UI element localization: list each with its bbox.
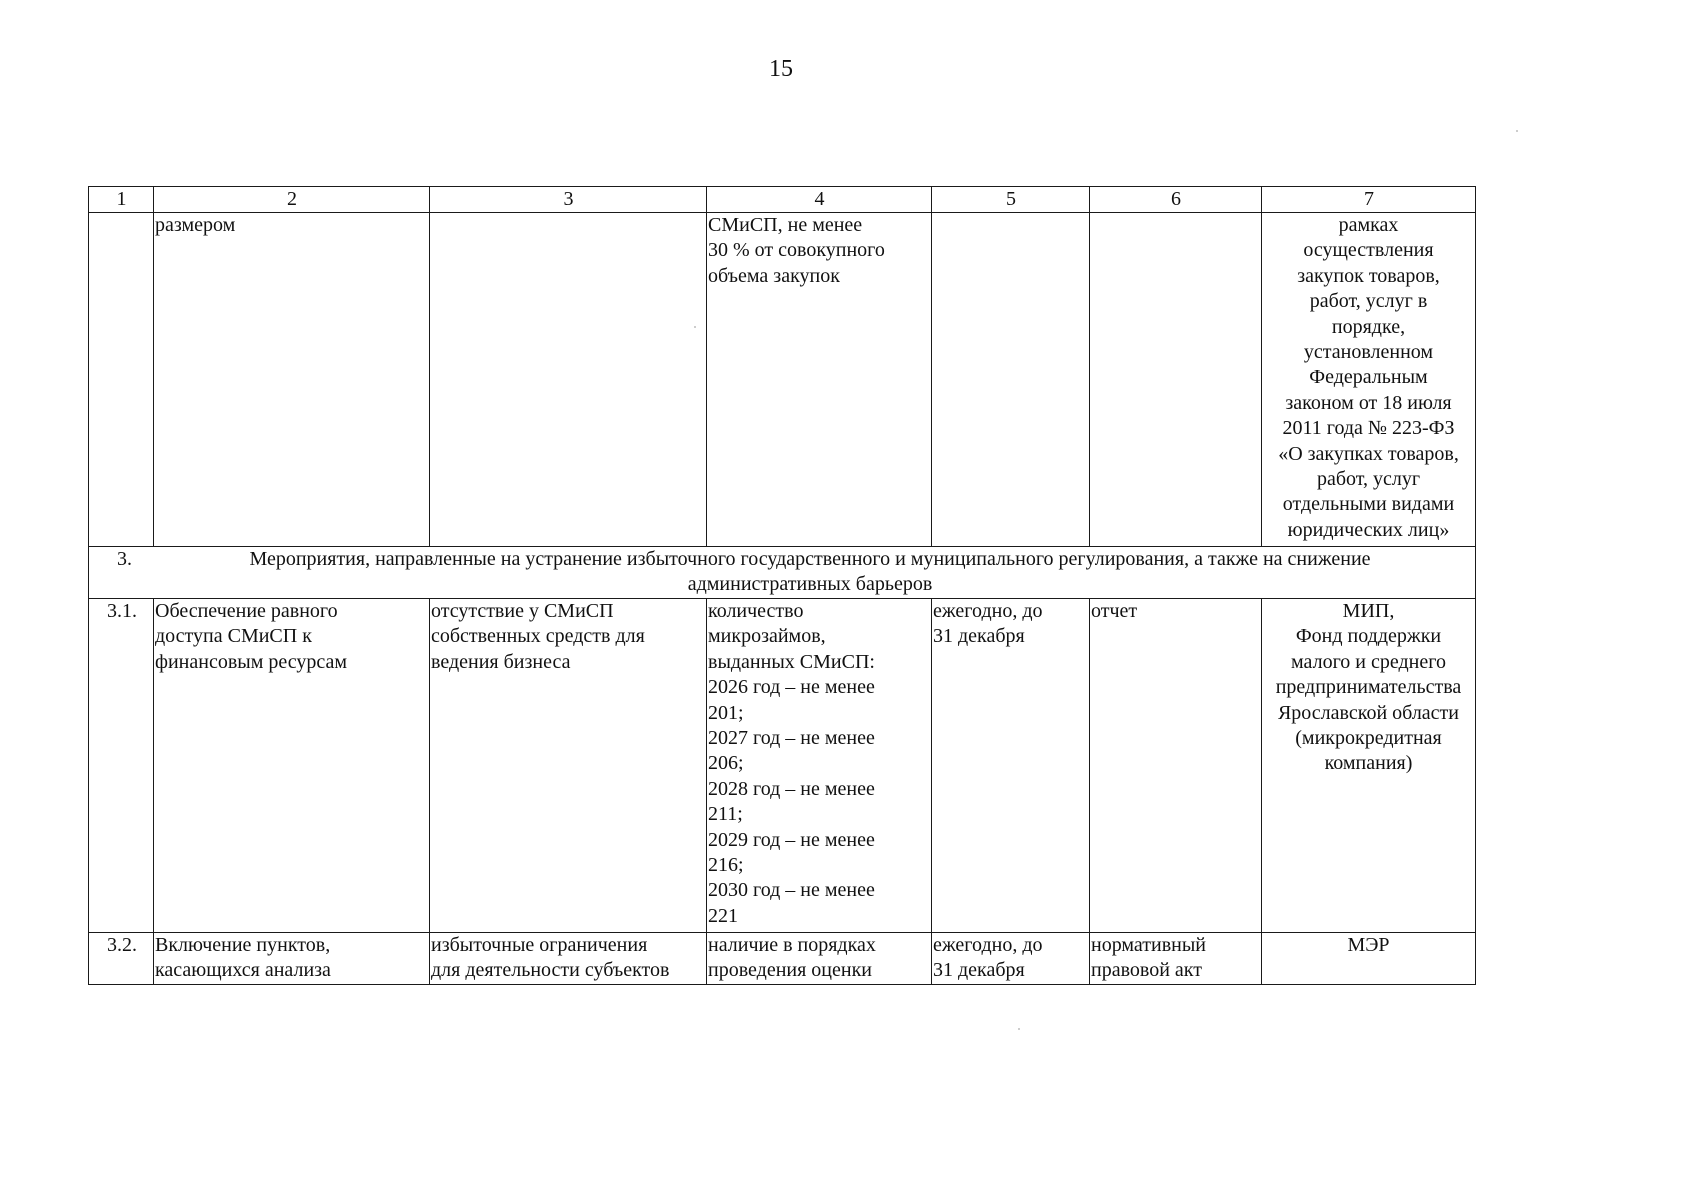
cell-line: рамках bbox=[1338, 214, 1399, 236]
cell-line: Федеральным bbox=[1309, 366, 1428, 389]
section-heading-row bbox=[89, 547, 1476, 599]
cell-line: «О закупках товаров, bbox=[1278, 442, 1459, 465]
scan-speck bbox=[1516, 130, 1518, 132]
measure-cell: размером bbox=[154, 213, 430, 547]
cell-line: 2026 год – не менее bbox=[708, 676, 875, 699]
measure-cell bbox=[154, 599, 430, 933]
indicator-cell bbox=[707, 933, 932, 985]
cell-line: количество bbox=[708, 600, 804, 622]
cell-line: финансовым ресурсам bbox=[155, 650, 348, 673]
problem-cell bbox=[430, 933, 707, 985]
column-number: 1 bbox=[89, 187, 154, 213]
plan-table bbox=[88, 186, 1476, 985]
cell-line: 2011 года № 223-ФЗ bbox=[1282, 417, 1455, 440]
problem-cell bbox=[430, 213, 707, 547]
cell-line: нормативный bbox=[1091, 934, 1207, 956]
cell-line: микрозаймов, bbox=[708, 625, 826, 648]
result-cell bbox=[1090, 213, 1262, 547]
row-number-cell: 3.2. bbox=[89, 933, 154, 985]
cell-line: малого и среднего bbox=[1291, 650, 1446, 673]
indicator-cell bbox=[707, 599, 932, 933]
row-number-cell bbox=[89, 213, 154, 547]
cell-line: МИП, bbox=[1342, 600, 1395, 622]
result-cell bbox=[1090, 599, 1262, 933]
scan-speck bbox=[694, 326, 696, 328]
cell-line: СМиСП, не менее bbox=[708, 214, 863, 236]
cell-line: отсутствие у СМиСП bbox=[431, 600, 614, 622]
cell-line: 211; bbox=[708, 803, 743, 826]
cell-line: 216; bbox=[708, 854, 744, 877]
cell-line: объема закупок bbox=[708, 264, 840, 287]
cell-line: законом от 18 июля bbox=[1285, 391, 1452, 414]
cell-line: правовой акт bbox=[1091, 959, 1202, 982]
column-number: 2 bbox=[154, 187, 430, 213]
page-number: 15 bbox=[769, 56, 793, 82]
section-number: 3. bbox=[117, 548, 132, 570]
section-title-line: административных барьеров bbox=[687, 573, 933, 596]
cell-line: 31 декабря bbox=[933, 959, 1025, 982]
cell-line: юридических лиц» bbox=[1287, 518, 1450, 541]
cell-line: доступа СМиСП к bbox=[155, 625, 312, 648]
column-number-row bbox=[89, 187, 1476, 213]
cell-line: выданных СМиСП: bbox=[708, 650, 875, 673]
cell-line: 2028 год – не менее bbox=[708, 777, 875, 800]
indicator-cell bbox=[707, 213, 932, 547]
cell-line: 2027 год – не менее bbox=[708, 727, 875, 750]
section-heading-cell bbox=[89, 547, 1476, 599]
column-number: 6 bbox=[1090, 187, 1262, 213]
column-number: 5 bbox=[932, 187, 1090, 213]
cell-line: предпринимательства bbox=[1275, 676, 1462, 699]
cell-line: 31 декабря bbox=[933, 625, 1025, 648]
cell-line: 201; bbox=[708, 701, 744, 724]
section-title-line: Мероприятия, направленные на устранение избыточного государственного и муниципального регулирования, а также на снижение bbox=[249, 548, 1371, 570]
cell-line: закупок товаров, bbox=[1297, 264, 1440, 287]
cell-line: Фонд поддержки bbox=[1295, 625, 1442, 648]
deadline-cell bbox=[932, 933, 1090, 985]
cell-line: наличие в порядках bbox=[708, 934, 876, 956]
cell-line: 206; bbox=[708, 752, 744, 775]
cell-line: для деятельности субъектов bbox=[431, 959, 670, 982]
responsible-cell bbox=[1262, 213, 1476, 547]
continuation-row bbox=[89, 213, 1476, 547]
cell-line: 2030 год – не менее bbox=[708, 879, 875, 902]
cell-line: отдельными видами bbox=[1282, 493, 1455, 516]
cell-line: 2029 год – не менее bbox=[708, 828, 875, 851]
result-cell bbox=[1090, 933, 1262, 985]
cell-line: ведения бизнеса bbox=[431, 650, 571, 673]
cell-line: Обеспечение равного bbox=[155, 600, 338, 622]
measure-cell bbox=[154, 933, 430, 985]
cell-line: отчет bbox=[1091, 600, 1138, 622]
column-number: 7 bbox=[1262, 187, 1476, 213]
row-number-cell: 3.1. bbox=[89, 599, 154, 933]
responsible-cell bbox=[1262, 933, 1476, 985]
cell-line: компания) bbox=[1324, 752, 1413, 775]
deadline-cell bbox=[932, 599, 1090, 933]
cell-line: 221 bbox=[708, 904, 738, 927]
cell-line: порядке, bbox=[1331, 315, 1406, 338]
cell-line: работ, услуг в bbox=[1309, 290, 1428, 313]
cell-line: осуществления bbox=[1303, 239, 1434, 262]
column-number: 3 bbox=[430, 187, 707, 213]
cell-line: ежегодно, до bbox=[933, 934, 1043, 956]
scan-speck bbox=[1018, 1028, 1020, 1030]
cell-line: МЭР bbox=[1347, 934, 1390, 956]
cell-line: работ, услуг bbox=[1316, 468, 1421, 491]
cell-line: избыточные ограничения bbox=[431, 934, 648, 956]
cell-line: собственных средств для bbox=[431, 625, 645, 648]
column-number: 4 bbox=[707, 187, 932, 213]
cell-line: (микрокредитная bbox=[1295, 727, 1442, 750]
cell-line: 30 % от совокупного bbox=[708, 239, 885, 262]
table-row bbox=[89, 599, 1476, 933]
table-row bbox=[89, 933, 1476, 985]
cell-line: касающихся анализа bbox=[155, 959, 331, 982]
deadline-cell bbox=[932, 213, 1090, 547]
responsible-cell bbox=[1262, 599, 1476, 933]
cell-line: проведения оценки bbox=[708, 959, 873, 982]
cell-line: Ярославской области bbox=[1277, 701, 1460, 724]
cell-line: Включение пунктов, bbox=[155, 934, 331, 956]
cell-line: ежегодно, до bbox=[933, 600, 1043, 622]
cell-line: установленном bbox=[1303, 341, 1434, 364]
problem-cell bbox=[430, 599, 707, 933]
